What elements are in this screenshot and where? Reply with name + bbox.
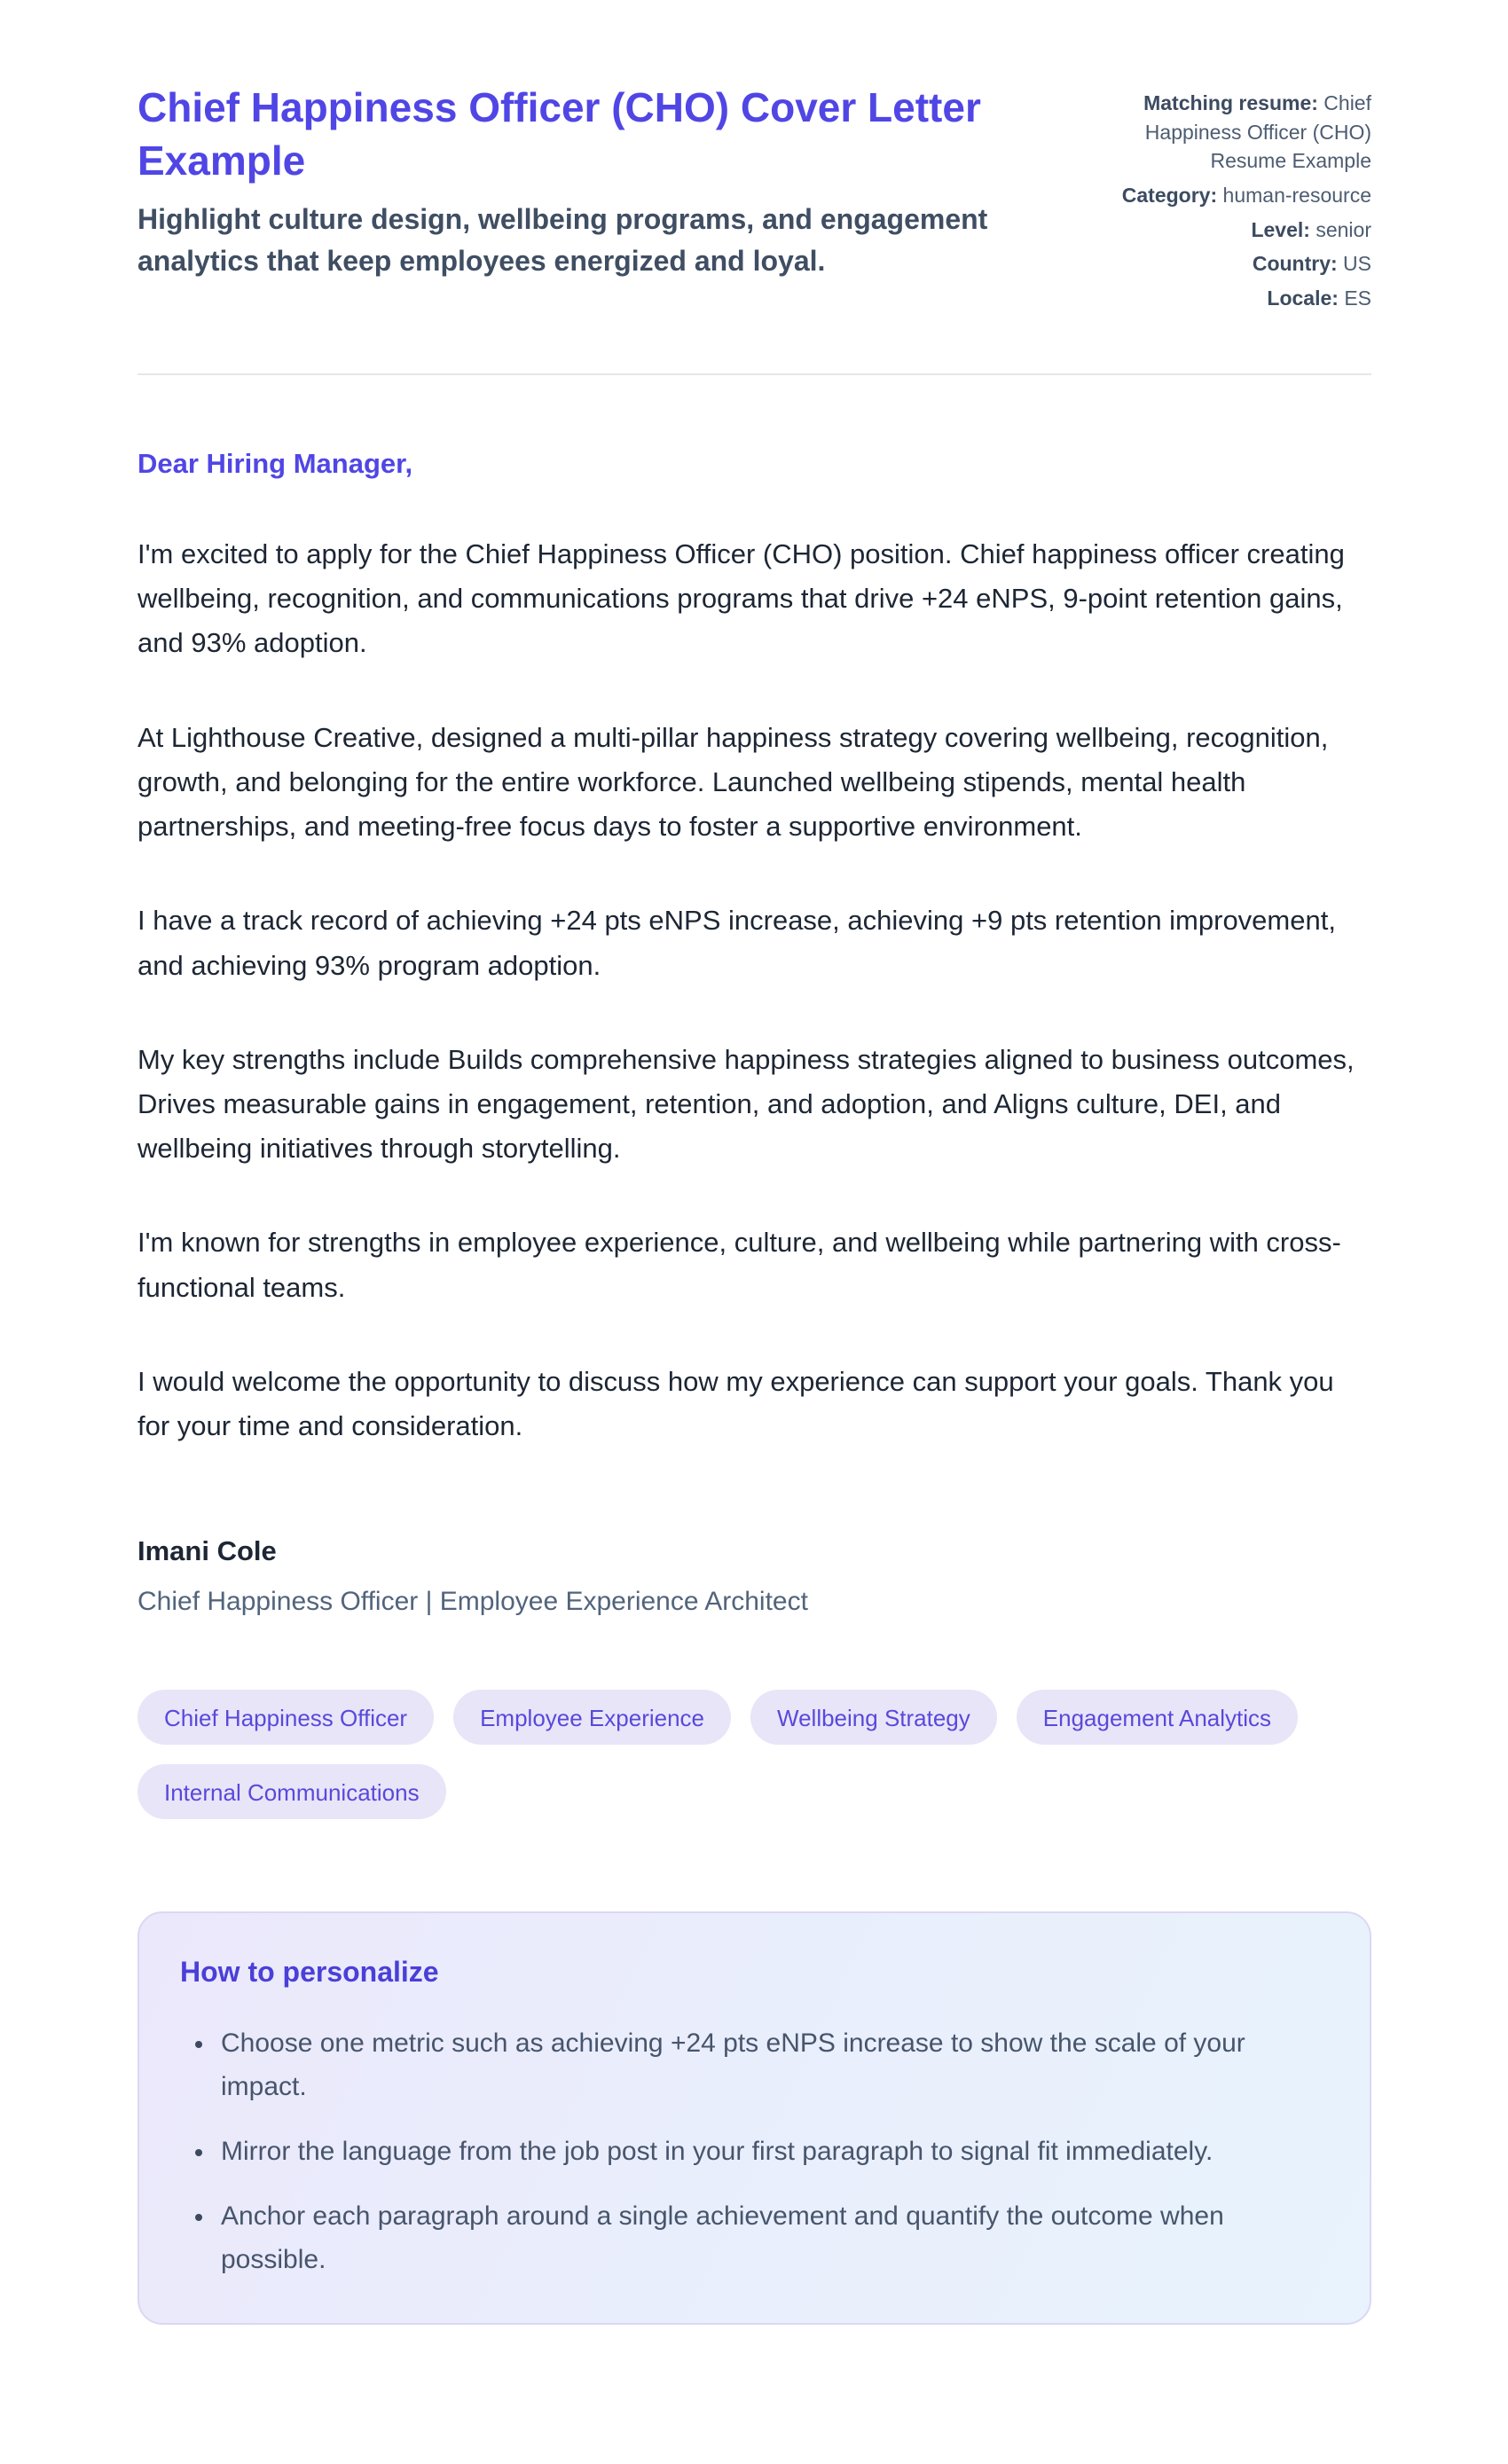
- meta-label: Level:: [1251, 217, 1310, 241]
- meta-row-locale: [1079, 284, 1371, 313]
- meta-value: ES: [1344, 286, 1371, 310]
- tag-chip[interactable]: Chief Happiness Officer: [137, 1690, 434, 1745]
- tag-chip[interactable]: Engagement Analytics: [1017, 1690, 1298, 1745]
- header-divider: [137, 373, 1371, 375]
- letter-paragraph: I would welcome the opportunity to discuss how my experience can support your goals. Thank you for your time and consideration.: [137, 1365, 1334, 1442]
- meta-row-country: [1079, 249, 1371, 279]
- meta-row-matching-resume: [1079, 89, 1371, 176]
- letter-greeting: Dear Hiring Manager,: [137, 447, 413, 479]
- tag-chip[interactable]: Internal Communications: [137, 1764, 446, 1819]
- meta-value: senior: [1316, 217, 1371, 241]
- signature-name: Imani Cole: [137, 1535, 277, 1567]
- meta-label: Matching resume:: [1143, 91, 1318, 114]
- tag-chip[interactable]: Employee Experience: [453, 1690, 731, 1745]
- meta-label: Locale:: [1267, 286, 1339, 310]
- letter-body: [137, 444, 1371, 1618]
- resume-meta: [1079, 82, 1371, 318]
- letter-paragraph: I'm excited to apply for the Chief Happiness Officer (CHO) position. Chief happiness officer creating wellbeing, recognition, and communications programs that drive +24 eNPS, 9-point retention gains, and 93% adoption.: [137, 538, 1345, 659]
- tag-chip[interactable]: Wellbeing Strategy: [750, 1690, 997, 1745]
- tip-item: • Anchor each paragraph around a single achievement and quantify the outcome when possible.: [216, 2195, 1262, 2282]
- meta-value: human-resource: [1222, 183, 1371, 207]
- letter-paragraph: I have a track record of achieving +24 pts eNPS increase, achieving +9 pts retention improvement, and achieving 93% program adoption.: [137, 905, 1336, 981]
- signature-block: [137, 1535, 1371, 1617]
- tip-item: • Mirror the language from the job post in your first paragraph to signal fit immediately.: [216, 2130, 1262, 2174]
- meta-value: Chief Happiness Officer (CHO) Resume Example: [1144, 91, 1371, 173]
- page-subtitle: Highlight culture design, wellbeing programs, and engagement analytics that keep employees energized and loyal.: [137, 202, 988, 277]
- tips-title: How to personalize: [180, 1956, 439, 1989]
- tip-item: • Choose one metric such as achieving +24 pts eNPS increase to show the scale of your impact.: [216, 2022, 1262, 2109]
- meta-row-category: [1079, 181, 1371, 210]
- header-title-block: [137, 82, 1042, 282]
- signature-role: Chief Happiness Officer | Employee Experience Architect: [137, 1587, 808, 1617]
- tag-list: [137, 1690, 1371, 1819]
- page-title: Chief Happiness Officer (CHO) Cover Letter Example: [137, 84, 981, 184]
- meta-value: US: [1343, 252, 1371, 276]
- personalize-tips-card: [137, 1911, 1371, 2324]
- tips-list: [180, 2022, 1329, 2281]
- page-header: [137, 82, 1371, 318]
- letter-paragraph: My key strengths include Builds comprehensive happiness strategies aligned to business outcomes, Drives measurable gains in engagement, retention, and adoption, and Aligns culture, DEI, and wellbeing initiatives through storytelling.: [137, 1043, 1355, 1165]
- meta-row-level: [1079, 216, 1371, 245]
- meta-label: Country:: [1252, 252, 1338, 276]
- letter-paragraph: At Lighthouse Creative, designed a multi-pillar happiness strategy covering wellbeing, recognition, growth, and belonging for the entire workforce. Launched wellbeing stipends, mental health partnerships, and meeting-free focus days to foster a supportive environment.: [137, 721, 1329, 843]
- letter-paragraph: I'm known for strengths in employee experience, culture, and wellbeing while partnering with cross-functional teams.: [137, 1227, 1341, 1303]
- meta-label: Category:: [1121, 183, 1218, 207]
